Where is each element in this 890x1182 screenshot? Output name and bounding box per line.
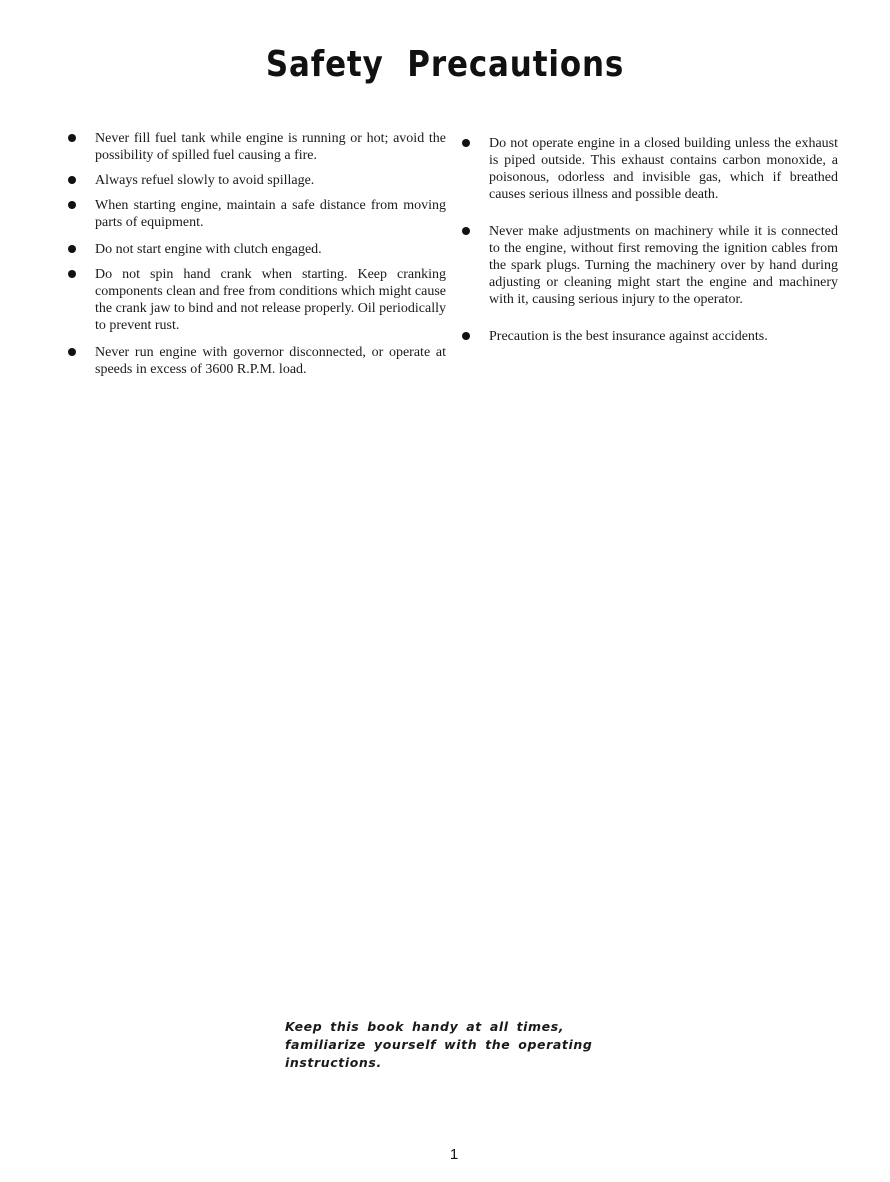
list-item-text: Precaution is the best insurance against accidents. bbox=[489, 329, 768, 344]
list-item bbox=[66, 344, 446, 378]
list-item bbox=[460, 223, 838, 308]
list-item bbox=[460, 135, 838, 203]
list-item-text: Never make adjustments on machinery while it is connected to the engine, without first removing the ignition cables from the spark plugs. Turning the machinery over by hand during adjusting or cleaning might start the engine and machinery with it, causing serious injury to the operator. bbox=[489, 224, 838, 307]
left-precautions-column bbox=[66, 130, 446, 386]
bullet-icon bbox=[462, 139, 470, 147]
list-item-text: Always refuel slowly to avoid spillage. bbox=[95, 173, 315, 188]
right-precautions-column bbox=[460, 135, 838, 345]
page-title: Safety Precautions bbox=[265, 44, 625, 85]
list-item bbox=[66, 241, 446, 258]
list-item bbox=[66, 266, 446, 334]
bullet-icon bbox=[68, 176, 76, 184]
list-item-text: Do not operate engine in a closed building unless the exhaust is piped outside. This exhaust contains carbon monoxide, a poisonous, odorless and invisible gas, which if breathed causes serious illness and possible death. bbox=[489, 136, 838, 202]
list-item bbox=[66, 172, 446, 189]
list-item-text: Never fill fuel tank while engine is running or hot; avoid the possibility of spilled fuel causing a fire. bbox=[95, 131, 446, 163]
list-item-text: Never run engine with governor disconnected, or operate at speeds in excess of 3600 R.P.M. load. bbox=[95, 345, 446, 377]
bullet-icon bbox=[68, 270, 76, 278]
page-number: 1 bbox=[449, 1146, 459, 1163]
list-item-text: Do not start engine with clutch engaged. bbox=[95, 242, 322, 257]
list-item bbox=[460, 328, 838, 345]
bullet-icon bbox=[68, 134, 76, 142]
bullet-icon bbox=[68, 348, 76, 356]
list-item bbox=[66, 130, 446, 164]
bullet-icon bbox=[462, 332, 470, 340]
bullet-icon bbox=[68, 201, 76, 209]
list-item bbox=[66, 197, 446, 231]
bullet-icon bbox=[462, 227, 470, 235]
footer-note: Keep this book handy at all times, familiarize yourself with the operating instructions. bbox=[285, 1019, 593, 1070]
list-item-text: Do not spin hand crank when starting. Keep cranking components clean and free from conditions which might cause the crank jaw to bind and not release properly. Oil periodically to prevent rust. bbox=[95, 267, 446, 333]
list-item-text: When starting engine, maintain a safe distance from moving parts of equipment. bbox=[95, 198, 446, 230]
bullet-icon bbox=[68, 245, 76, 253]
